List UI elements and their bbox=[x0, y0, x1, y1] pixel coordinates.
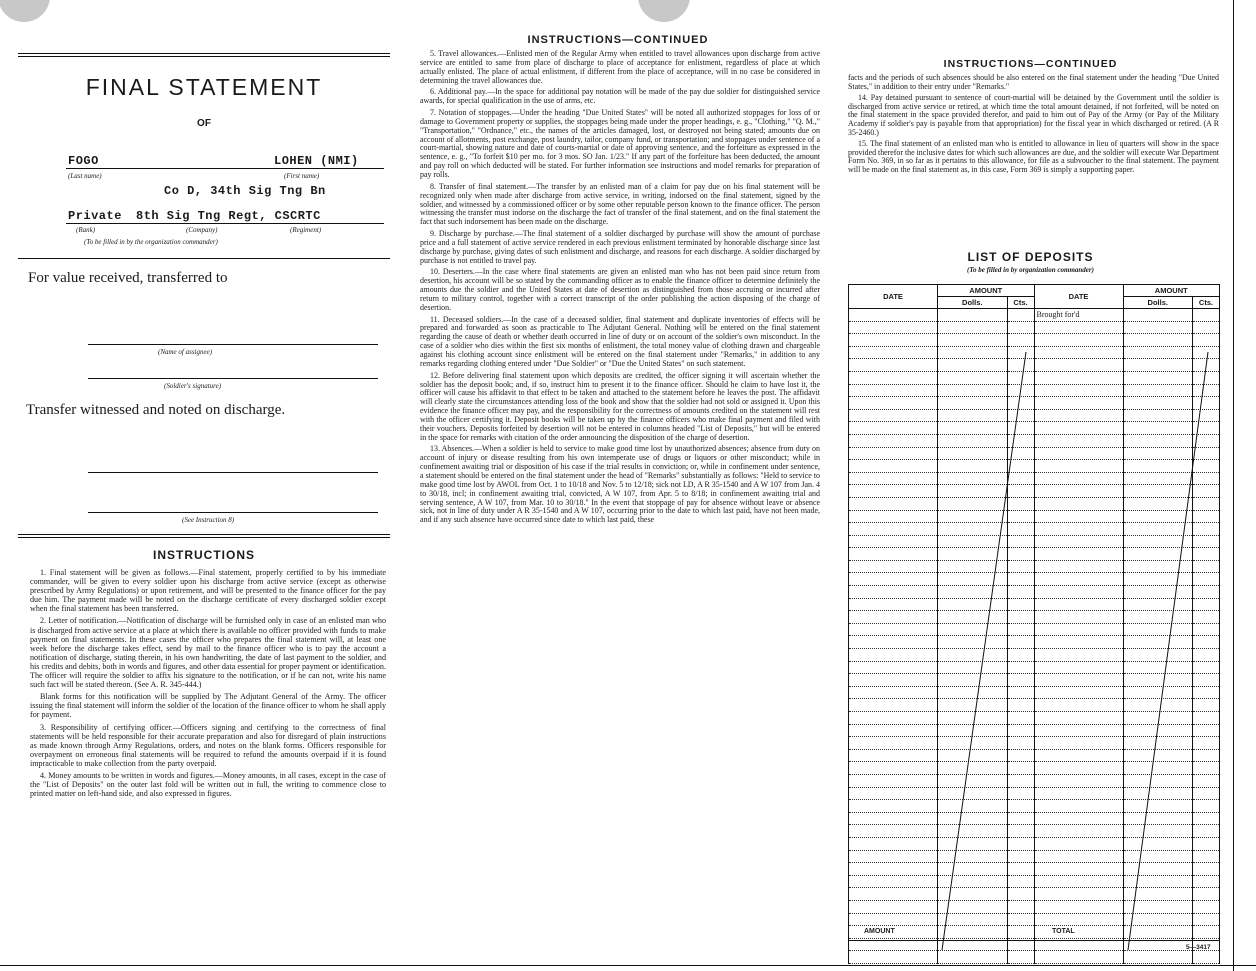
witness-line-1[interactable] bbox=[88, 472, 378, 473]
date-header: DATE bbox=[849, 285, 938, 309]
amount-header: AMOUNT bbox=[938, 285, 1035, 297]
instructions-left-body bbox=[30, 568, 386, 801]
deposits-panel bbox=[838, 22, 1223, 963]
name-line bbox=[66, 168, 384, 169]
instruction-paragraph: 12. Before delivering final statement upon which deposits are credited, the officer signing it will ascertain whether the soldier has the deposit book; and, if so, instruct him to present it to the finance officer. Should he claim to have lost it, the officer will cause his affidavit to that effect to be taken and attached to the statement before he leaves the post. The affidavit will clearly state the circumstances attending loss of the book and show that the soldier had not sold or assigned it. Upon this evidence the finance officer may pay, and the responsibility for the correctness of amounts credited on the statement will rest with the officer certifying it. Deposit books will be taken up by the finance officers who make final payment and filed with their vouchers. Deposits forfeited by desertion will not be entered in columns headed "List of Deposits," but will be entered in the space for remarks with citation of the order announcing the disposition of the charge of desertion. bbox=[420, 370, 820, 442]
instruction-paragraph: 2. Letter of notification.—Notification of discharge will be furnished only in case of an enlisted man who is discharged from active service at a place at which there is available no officer provided with funds to make payment on final statements. In these cases the officer who prepares the final statement will, at least one week before the discharge takes effect, send by mail to the finance officer who is to pay the account a notification of discharge, stating therein, in his own handwriting, the date of last payment to the soldier, and his credits and debits, both in words and figures, and other data essential for proper payment or identification. The officer will require the soldier to affix his signature to the notification, or if he can not, write his name such fact will be stated thereon. (See A. R. 345-444.) bbox=[30, 616, 386, 690]
company-label: (Company) bbox=[186, 226, 218, 234]
instructions-rule bbox=[18, 534, 390, 535]
instructions-heading: INSTRUCTIONS bbox=[153, 548, 255, 562]
deposits-subtitle: (To be filled in by organization commander) bbox=[967, 266, 1094, 274]
witness-line-2[interactable] bbox=[88, 512, 378, 513]
regiment-label: (Regiment) bbox=[290, 226, 322, 234]
instruction-paragraph: 10. Deserters.—In the case where final statements are given an enlisted man who has not been paid since return from desertion, his account will be so stated by the commanding officer as to enable the finance officer to determine definitely the amounts due the soldier and the United States at date of desertion as distinguished from those accruing or incurred after return to military control, together with a correct transcript of the order publishing the action disposing of the charge of desertion. bbox=[420, 267, 820, 312]
instruction-paragraph: 6. Additional pay.—In the space for additional pay notation will be made of the pay due soldier for distinguished service awards, for special qualification in the use of arms, etc. bbox=[420, 87, 820, 106]
dollars-header-2: Dolls. bbox=[1123, 297, 1193, 309]
value-received-text: For value received, transferred to bbox=[28, 270, 228, 286]
void-line-right bbox=[1128, 352, 1208, 950]
total-footer-label: TOTAL bbox=[1052, 928, 1075, 935]
punch-hole-left bbox=[0, 0, 50, 22]
transfer-witnessed-text: Transfer witnessed and noted on discharge. bbox=[26, 402, 286, 418]
rank-value[interactable]: Private bbox=[68, 209, 122, 223]
final-statement-panel bbox=[18, 22, 390, 963]
of-label: OF bbox=[197, 118, 211, 129]
date-header-2: DATE bbox=[1034, 285, 1123, 309]
instruction-paragraph: 7. Notation of stoppages.—Under the heading "Due United States" will be noted all authorized stoppages for loss of or damage to Government property or supplies, the stoppages being made under the proper headings, e. g., "Clothing," "Q. M.," "Transportation," "Ordnance," etc., the names of the articles damaged, lost, or destroyed not being stated; amounts due on account of allotments, post exchange, post laundry, tailor, company fund, or transportation; and stoppages under sentence of a court-martial, showing nature and date of courts-martial or date of approving sentence, and the forfeiture as expressed in the sentence, e. g., "To forfeit $10 per mo. for 3 mos. SO Jan. 1/23." If any part of the forfeiture has been deducted, the amount and pay roll on which deducted will be stated. For further information see instructions and model remarks for preparation of pay rolls. bbox=[420, 108, 820, 179]
instructions-continued-heading-right: INSTRUCTIONS—CONTINUED bbox=[943, 58, 1118, 70]
amount-header-2: AMOUNT bbox=[1123, 285, 1220, 297]
deposits-title: LIST OF DEPOSITS bbox=[967, 250, 1094, 264]
first-name-value[interactable]: LOHEN (NMI) bbox=[274, 154, 359, 168]
instruction-paragraph: facts and the periods of such absences should be also entered on the final statement under the heading "Due United States," in addition to their entry under "Remarks." bbox=[848, 73, 1219, 91]
signature-line[interactable] bbox=[88, 378, 378, 379]
punch-hole-center bbox=[638, 0, 690, 22]
top-rule bbox=[18, 53, 390, 54]
regiment-value[interactable]: 8th Sig Tng Regt, CSCRTC bbox=[136, 209, 321, 223]
instruction-paragraph: 13. Absences.—When a soldier is held to service to make good time lost by unauthorized absences; absence from duty on account of injury or disease resulting from his own intemperate use of drugs or liquors or other misconduct; while in confinement awaiting trial or disposition of his case if the trial results in conviction; or, while in confinement under sentence, a statement should be entered on the final statement under the head of "Remarks" substantially as follows: "Held to service to make good time lost by AWOL from Oct. 1 to 10/18 and Nov. 5 to 12/18; sick not LD, A R 35-1540 and A W 107 from Jan. 4 to 30/18, incl; in confinement awaiting trial, convicted, A W 107, from Apr. 5 to 8/18; in confinement awaiting trial and serving sentence, A W 107, from Mar. 10 to 30/18." In the event that stoppage of pay for absence without leave or absence sick, not in line of duty under A R 35-1540 and A W 107, occurring prior to the date to which last paid, have not been made, and if any such absence have occurred since date to which last paid, these bbox=[420, 444, 820, 525]
cents-header-2: Cts. bbox=[1193, 297, 1220, 309]
instruction-paragraph: 15. The final statement of an enlisted man who is entitled to allowance in lieu of quarters will show in the space provided therefor the inclusive dates for which such allowances are due, and the soldier will execute War Department Form No. 369, in so far as it pertains to this allowance, for file as a subvoucher to the final statement. The payment will be made on the final statement as, in this case, Form 369 is simply a supporting paper. bbox=[848, 139, 1219, 174]
first-name-label: (First name) bbox=[284, 172, 320, 180]
amount-footer-label: AMOUNT bbox=[864, 928, 895, 935]
top-rule-2 bbox=[18, 56, 390, 57]
instruction-paragraph: 8. Transfer of final statement.—The transfer by an enlisted man of a claim for pay due on his final statement will be recognized only when made after discharge from active service, in writing, indorsed on the final statement, signed by the soldier, and witnessed by a commissioned officer or by some other reputable person known to the finance officer. The person witnessing the transfer must indorse on the discharge the fact of transfer of the final statement, and on the final statement the fact that such indorsement has been made on the discharge. bbox=[420, 181, 820, 227]
footer-rule bbox=[848, 940, 1220, 941]
cents-header: Cts. bbox=[1007, 297, 1034, 309]
void-line-left bbox=[942, 352, 1026, 950]
last-name-label: (Last name) bbox=[68, 172, 102, 180]
assignee-label: (Name of assignee) bbox=[158, 348, 213, 356]
instruction-paragraph: Blank forms for this notification will be supplied by The Adjutant General of the Army. The officer issuing the final statement will inform the soldier of the location of the finance officer to whom he shall apply for payment. bbox=[30, 692, 386, 720]
instruction-paragraph: 11. Deceased soldiers.—In the case of a deceased soldier, final statement and duplicate inventories of effects will be prepared and forwarded as soon as practicable to The Adjutant General. Nothing will be entered on the final statement regarding the cause of death or whether death occurred in line of duty or on account of the soldier's own misconduct. In the case of a soldier who dies within the first six months of enlistment, the total money value of clothing drawn and chargeable against his clothing account since enlistment will be entered on the final statement under "Remarks," in addition to any remarks regarding clothing entered under "Due Soldier" or "Due the United States" on such statement. bbox=[420, 314, 820, 368]
deposit-date-cell[interactable]: Brought for'd bbox=[1034, 309, 1123, 322]
instruction-paragraph: 5. Travel allowances.—Enlisted men of the Regular Army when entitled to travel allowances upon discharge from active service are entitled to same from place of discharge to place of acceptance for enlistment, regardless of place at which actually enlisted. The place of actual enlistment, if different from the place of acceptance, will in no case be considered in determining the travel allowances due. bbox=[420, 49, 820, 85]
rank-label: (Rank) bbox=[76, 226, 96, 234]
instruction-paragraph: 4. Money amounts to be written in words and figures.—Money amounts, in all cases, except in the case of the "List of Deposits" on the outer last fold will be written out in full, the writing to commence close to printed matter on left-hand side, and also expressed in figures. bbox=[30, 770, 386, 799]
last-name-value[interactable]: FOGO bbox=[68, 154, 99, 168]
company-value[interactable]: Co D, 34th Sig Tng Bn bbox=[164, 184, 326, 198]
unit-line bbox=[66, 223, 384, 224]
instructions-middle-body bbox=[420, 50, 820, 528]
instruction-paragraph: 1. Final statement will be given as follows.—Final statement, properly certified to by his immediate commander, will be given to every soldier upon his discharge from active service (except as otherwise prescribed by Army Regulations) or upon retirement, and will be presented to the finance officer for the pay due him. The payment made will be noted on the discharge certificate of every discharged soldier except when the final statement has been transferred. bbox=[30, 568, 386, 614]
instructions-continued-panel bbox=[412, 22, 824, 963]
section-rule bbox=[18, 258, 390, 259]
instruction-paragraph: 14. Pay detained pursuant to sentence of court-martial will be detained by the Government until the soldier is discharged from active service or retired, at which time the total amount detained, if not forfeited, will be noted on the final statement in the space provided therefor, and paid to him out of Pay of the Army (or Pay of the Military Academy if soldier's pay is payable from that appropriation) for the fiscal year in which discharged or retired. (A R 35-2460.) bbox=[848, 93, 1219, 137]
fill-note: (To be filled in by the organization commander) bbox=[84, 238, 218, 246]
dollars-header: Dolls. bbox=[938, 297, 1008, 309]
instructions-rule-2 bbox=[18, 537, 390, 538]
frame-right-border bbox=[1233, 0, 1234, 971]
assignee-line[interactable] bbox=[88, 344, 378, 345]
see-instruction-label: (See Instruction 8) bbox=[182, 516, 235, 524]
signature-label: (Soldier's signature) bbox=[164, 382, 222, 390]
instruction-paragraph: 3. Responsibility of certifying officer.—Officers signing and certifying to the correctness of final statements will be held responsible for their accurate preparation and also for disregard of plain instructions as made known through Army Regulations, orders, and notes on the blank forms. Officers responsible for overpayment on erroneous final statements will be required to refund the amounts overpaid if it is found impracticable to make collection from the party overpaid. bbox=[30, 722, 386, 768]
instruction-paragraph: 9. Discharge by purchase.—The final statement of a soldier discharged by purchase will show the amount of purchase price and a full statement of active service rendered in each previous enlistment terminated by honorable discharge since last discharge by purchase, giving dates of such enlistment and discharge, and reasons for each discharge. A soldier discharged by purchase is not entitled to travel pay. bbox=[420, 229, 820, 265]
void-diagonal-lines bbox=[838, 22, 1223, 963]
instructions-continued-heading: INSTRUCTIONS—CONTINUED bbox=[527, 34, 709, 46]
frame-bottom-border bbox=[0, 965, 1256, 966]
page-title: FINAL STATEMENT bbox=[85, 74, 323, 100]
form-number: 5—3417 bbox=[1186, 944, 1211, 951]
